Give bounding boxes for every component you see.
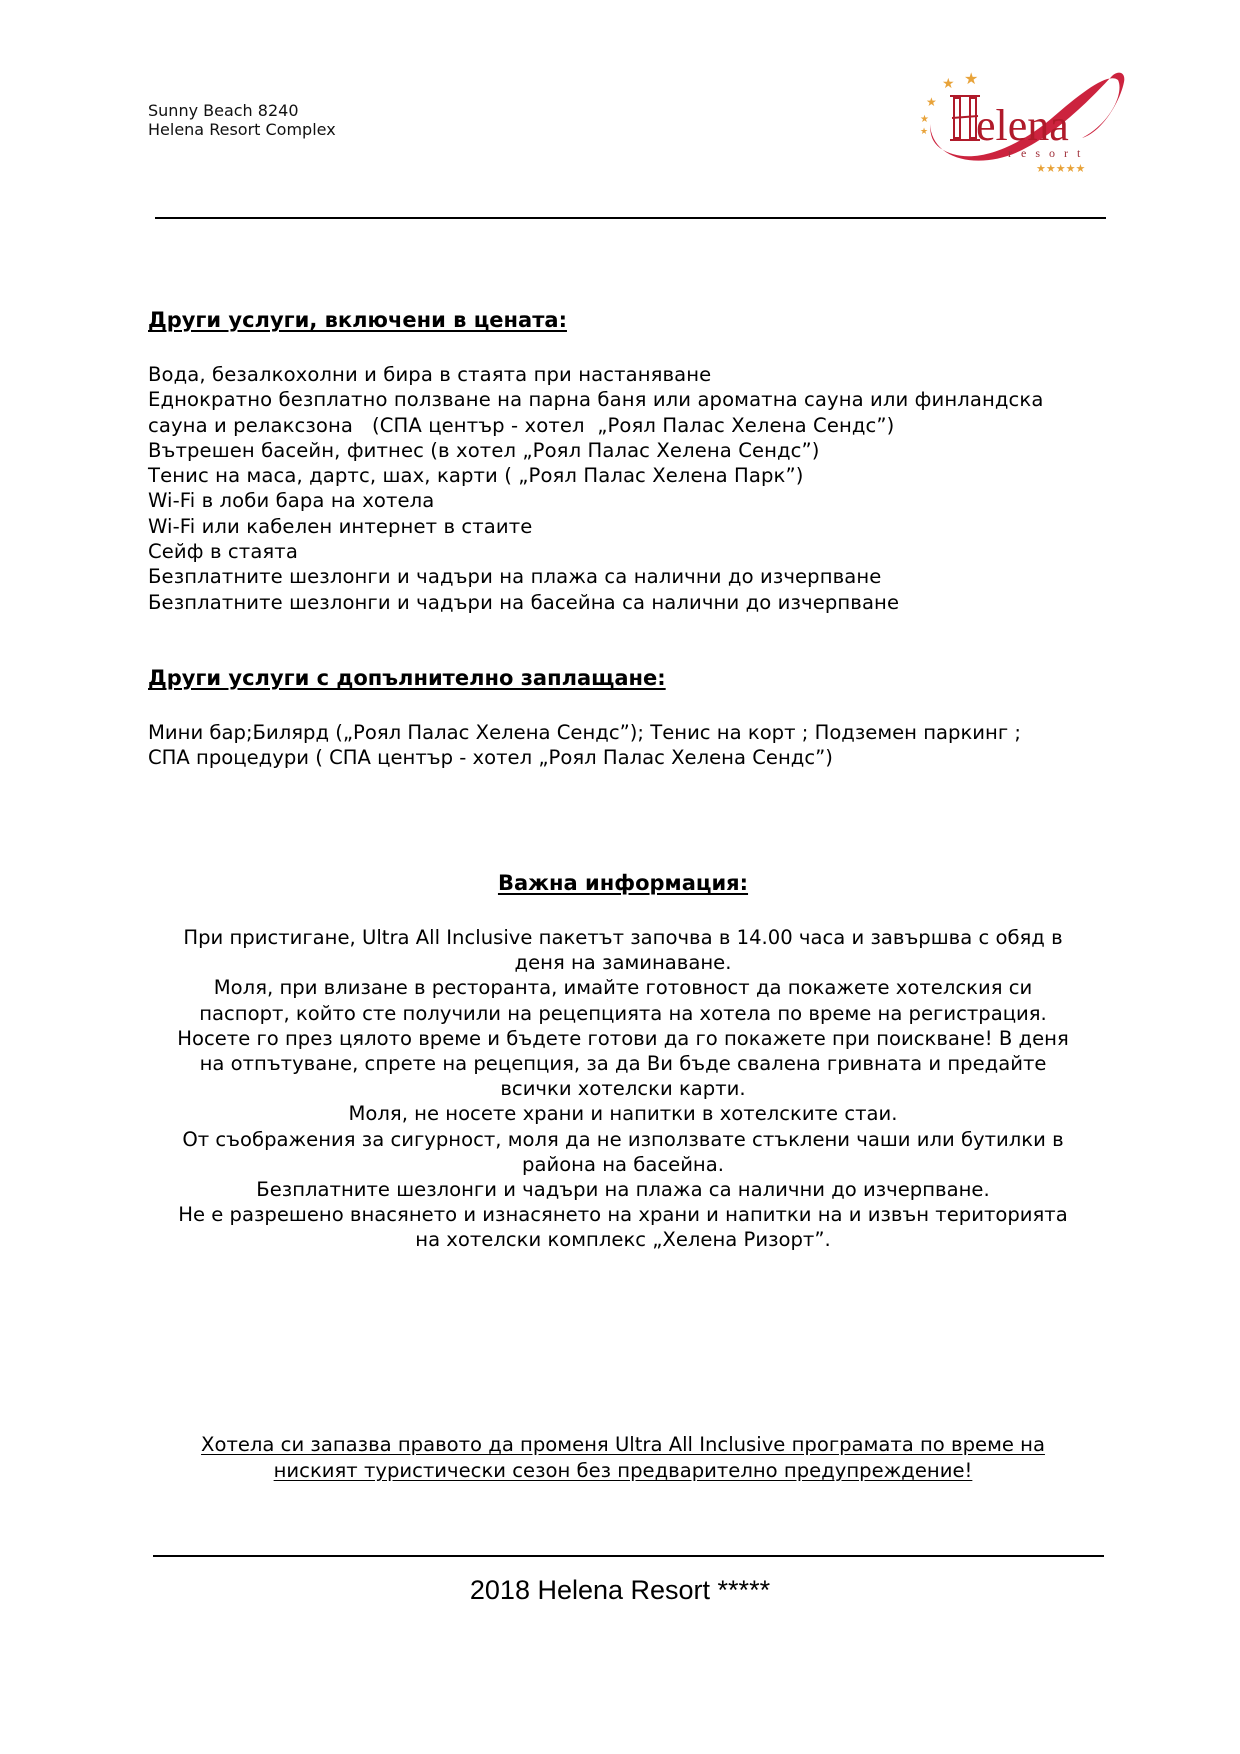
list-item: Безплатните шезлонги и чадъри на плажа са налични до изчерпване [148,565,882,589]
svg-text:★: ★ [920,114,929,125]
notice-line: Хотела си запазва правото да променя Ultra All Inclusive програмата по време на [201,1433,1045,1456]
info-line: Носете го през цялото време и бъдете готови да го покажете при поискване! В деня [177,1026,1069,1050]
important-info-heading: Важна информация: [497,871,749,895]
important-info-text [140,925,1106,1253]
svg-text:★: ★ [926,95,937,109]
info-line: Моля, не носете храни и напитки в хотелските стаи. [348,1102,898,1126]
footer-text: 2018 Helena Resort ***** [469,1575,771,1605]
info-line: Моля, при влизане в ресторанта, имайте готовност да покажете хотелския си [213,976,1033,1000]
list-item: Безплатните шезлонги и чадъри на басейна са налични до изчерпване [148,590,900,614]
included-services-list [148,362,1043,615]
info-line: При пристигане, Ultra All Inclusive пакетът започва в 14.00 часа и завършва с обяд в [183,926,1063,949]
list-item: сауна и релаксзона (СПА център - хотел „Роял Палас Хелена Сендс”) [148,413,895,437]
svg-text:★: ★ [942,77,955,92]
logo-wordmark: elena [976,101,1069,150]
address-line-city: Sunny Beach 8240 [148,101,299,120]
logo-rating-stars: ★★★★★ [1036,163,1086,175]
program-change-notice [140,1432,1106,1484]
address-block [148,101,336,139]
helena-resort-logo [912,62,1138,178]
list-item: Тенис на маса, дартс, шах, карти ( „Роял Палас Хелена Парк”) [148,464,804,488]
svg-text:★: ★ [920,126,929,136]
info-line: Безплатните шезлонги и чадъри на плажа са налични до изчерпване. [256,1178,990,1202]
list-item: Еднократно безплатно ползване на парна баня или ароматна сауна или финландска [148,388,1044,412]
paid-services-heading: Други услуги с допълнително заплащане: [148,666,666,690]
list-item: Вода, безалкохолни и бира в стаята при настаняване [148,363,712,386]
info-line: деня на заминаване. [514,951,732,975]
list-item: Сейф в стаята [148,540,298,564]
info-line: всички хотелски карти. [500,1077,746,1101]
notice-line: ниският туристически сезон без предварително предупреждение! [273,1459,973,1482]
list-item: Wi-Fi в лоби бара на хотела [148,489,435,513]
header-divider [155,217,1106,219]
info-line: на хотелски комплекс „Хелена Ризорт”. [415,1228,831,1252]
paid-services-line: Мини бар;Билярд („Роял Палас Хелена Сендс”); Тенис на корт ; Подземен паркинг ; [148,721,1021,744]
paid-services-text [148,720,1021,771]
logo-subtitle: resort [1008,146,1090,160]
list-item: Вътрешен басейн, фитнес (в хотел „Роял Палас Хелена Сендс”) [148,438,820,462]
info-line: От съображения за сигурност, моля да не използвате стъклени чаши или бутилки в [182,1127,1064,1151]
info-line: на отпътуване, спрете на рецепция, за да Ви бъде свалена гривната и предайте [199,1052,1047,1076]
footer-divider [153,1555,1104,1557]
info-line: района на басейна. [522,1152,724,1176]
info-line: паспорт, който сте получили на рецепцията на хотела по време на регистрация. [199,1001,1047,1025]
paid-services-line: СПА процедури ( СПА център - хотел „Роял Палас Хелена Сендс”) [148,746,833,770]
info-line: Не е разрешено внасянето и изнасянето на храни и напитки на и извън територията [178,1203,1068,1227]
address-line-complex: Helena Resort Complex [148,120,336,139]
svg-text:★: ★ [964,71,979,88]
logo-graphic [912,62,1138,178]
included-services-heading: Други услуги, включени в цената: [148,308,567,332]
list-item: Wi-Fi или кабелен интернет в стаите [148,514,533,538]
